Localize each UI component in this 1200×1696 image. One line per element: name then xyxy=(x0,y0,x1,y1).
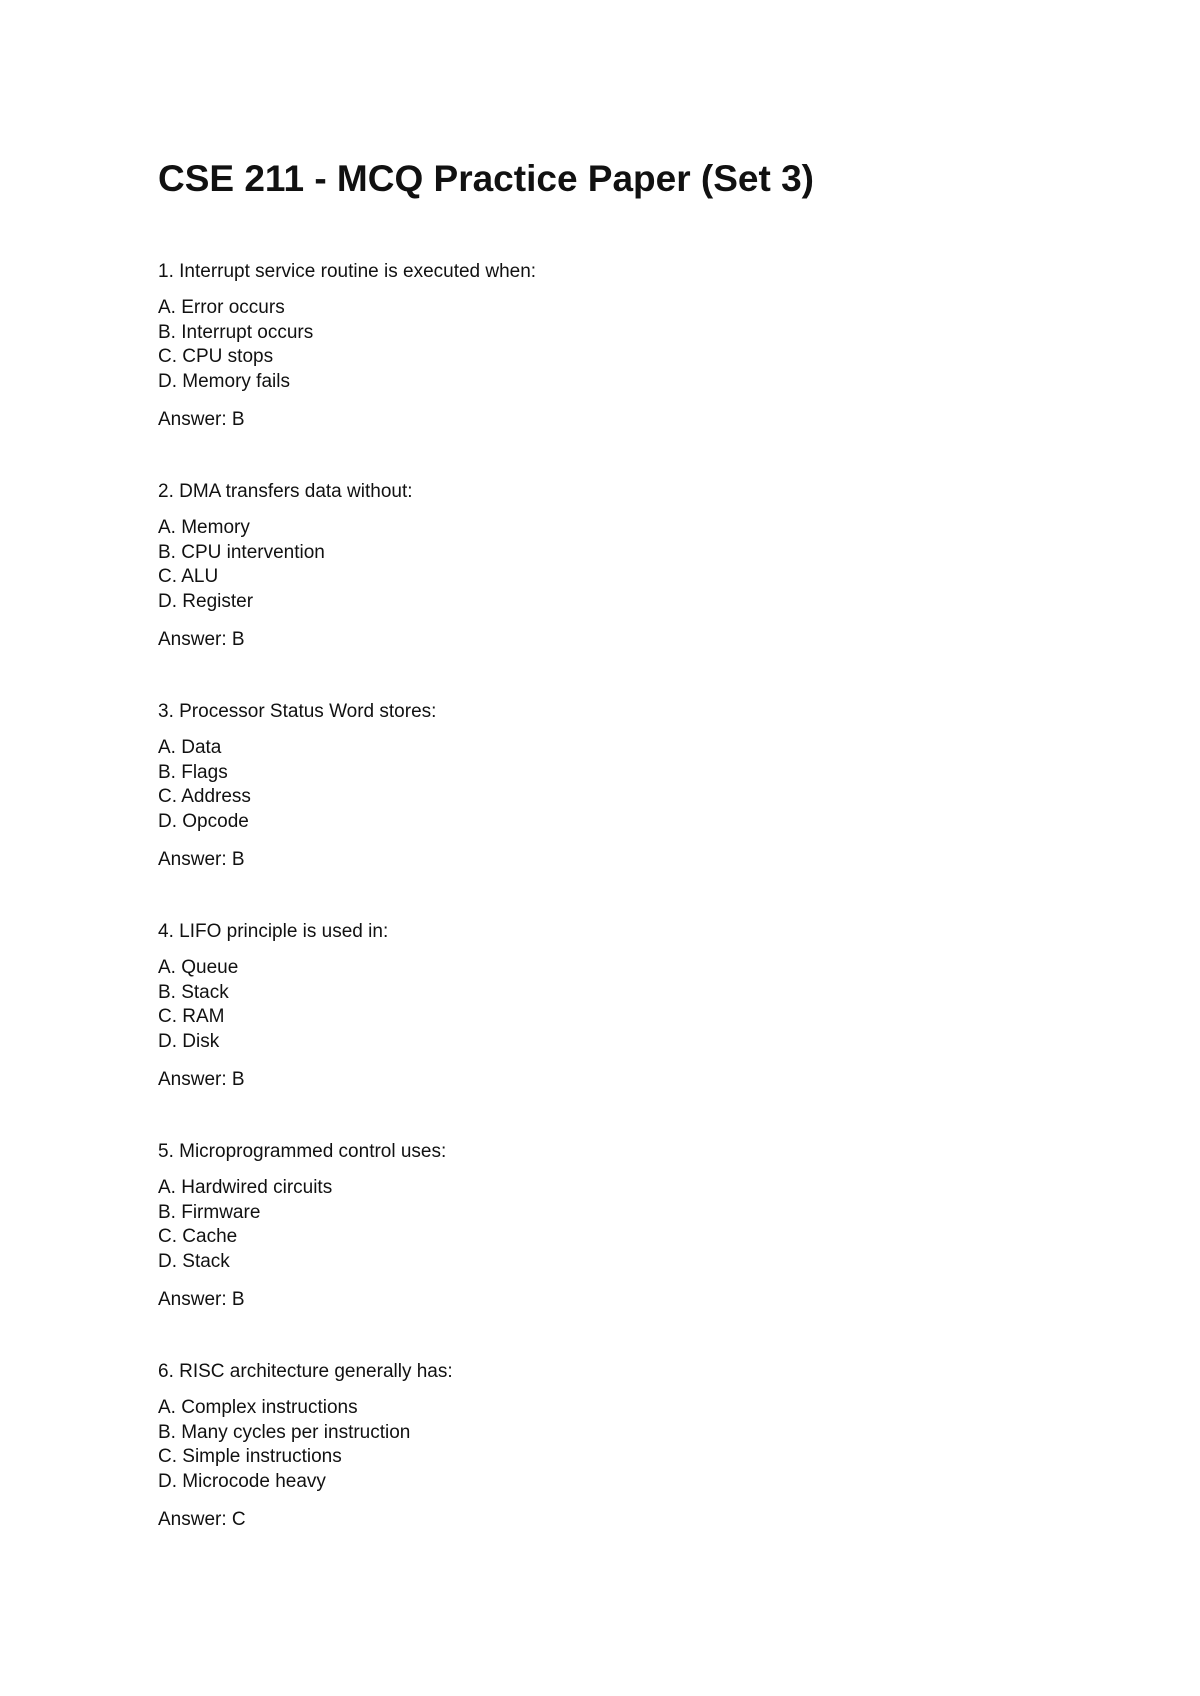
question-6 xyxy=(158,1360,1058,1532)
option-d: D. Register xyxy=(158,590,254,612)
option-d: D. Memory fails xyxy=(158,370,290,392)
option-a: A. Error occurs xyxy=(158,297,285,318)
option-a: A. Data xyxy=(158,737,222,758)
question-5 xyxy=(158,1140,1058,1312)
question-text: 2. DMA transfers data without: xyxy=(158,481,413,502)
question-text: 1. Interrupt service routine is executed when: xyxy=(158,261,537,282)
option-list xyxy=(158,736,1058,834)
option-c: C. Cache xyxy=(158,1226,238,1247)
question-1 xyxy=(158,260,1058,432)
option-c: C. CPU stops xyxy=(158,346,274,367)
answer-text: Answer: B xyxy=(158,1289,245,1310)
option-b: B. Interrupt occurs xyxy=(158,321,314,343)
question-3 xyxy=(158,700,1058,872)
option-list xyxy=(158,1396,1058,1494)
option-list xyxy=(158,956,1058,1054)
question-text: 6. RISC architecture generally has: xyxy=(158,1361,453,1382)
option-d: D. Stack xyxy=(158,1250,230,1272)
option-c: C. Address xyxy=(158,786,251,807)
option-d: D. Opcode xyxy=(158,810,249,832)
option-c: C. Simple instructions xyxy=(158,1446,342,1467)
question-text: 4. LIFO principle is used in: xyxy=(158,921,389,942)
option-b: B. CPU intervention xyxy=(158,541,325,563)
option-b: B. Stack xyxy=(158,981,229,1003)
option-list xyxy=(158,516,1058,614)
page-title: CSE 211 - MCQ Practice Paper (Set 3) xyxy=(158,158,814,199)
option-a: A. Complex instructions xyxy=(158,1397,358,1418)
question-text: 5. Microprogrammed control uses: xyxy=(158,1141,447,1162)
answer-text: Answer: B xyxy=(158,409,245,430)
option-b: B. Many cycles per instruction xyxy=(158,1421,411,1443)
option-b: B. Flags xyxy=(158,761,228,783)
question-4 xyxy=(158,920,1058,1092)
option-c: C. ALU xyxy=(158,566,219,587)
option-b: B. Firmware xyxy=(158,1201,261,1223)
answer-text: Answer: B xyxy=(158,629,245,650)
option-c: C. RAM xyxy=(158,1006,225,1027)
answer-text: Answer: B xyxy=(158,1069,245,1090)
question-text: 3. Processor Status Word stores: xyxy=(158,701,437,722)
option-a: A. Memory xyxy=(158,517,250,538)
option-a: A. Hardwired circuits xyxy=(158,1177,333,1198)
answer-text: Answer: C xyxy=(158,1509,246,1530)
answer-text: Answer: B xyxy=(158,849,245,870)
option-list xyxy=(158,1176,1058,1274)
question-2 xyxy=(158,480,1058,652)
option-d: D. Microcode heavy xyxy=(158,1470,326,1492)
option-list xyxy=(158,296,1058,394)
option-d: D. Disk xyxy=(158,1030,220,1052)
option-a: A. Queue xyxy=(158,957,239,978)
